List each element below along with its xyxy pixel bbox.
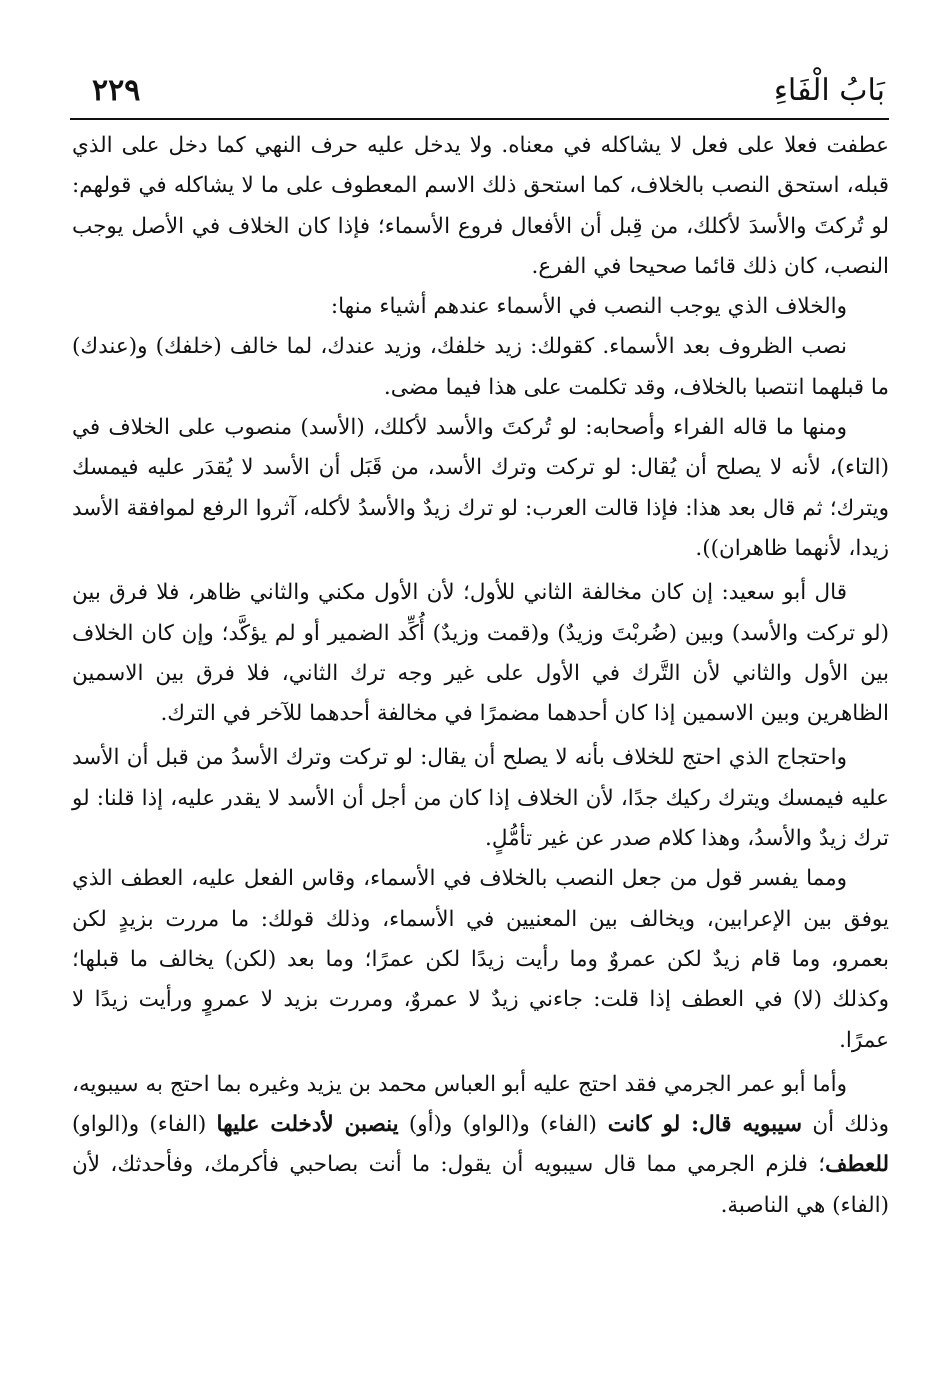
paragraph-text: (الفاء) و(الواو) و(أو)	[398, 1112, 597, 1138]
paragraph: ومنها ما قاله الفراء وأصحابه: لو تُركتَ والأسد لأكلك، (الأسد) منصوب على الخلاف في (التاء)، لأنه لا يصلح أن يُقال: لو تركت وترك الأسد، من قَبَل أن الأسد لا يُقدَر عليه فيمسك ويترك؛ ثم قال بعد هذا: فإذا قالت العرب: لو ترك زيدٌ والأسدُ لأكله، آثروا الرفع لموافقة الأسد زيدا، لأنهما ظاهران)).	[72, 415, 889, 561]
bold-phrase: سيبويه قال: لو كانت	[596, 1112, 803, 1138]
chapter-title: بَابُ الْفَاءِ	[773, 73, 885, 108]
page-header	[70, 40, 889, 118]
bold-phrase: للعطف	[825, 1152, 889, 1178]
paragraph-with-emphasis	[72, 1065, 889, 1226]
paragraph: ومما يفسر قول من جعل النصب بالخلاف في الأسماء، وقاس الفعل عليه، العطف الذي يوفق بين الإعرابين، ويخالف بين المعنيين في الأسماء، وذلك قولك: ما مررت بزيدٍ لكن بعمرو، وما قام زيدٌ لكن عمروٌ وما رأيت زيدًا لكن عمرًا؛ وما بعد (لكن) يخالف ما قبلها؛ وكذلك (لا) في العطف إذا قلت: جاءني زيدٌ لا عمروٌ، ومررت بزيد لا عمروٍ ورأيت زيدًا لا عمرًا.	[72, 866, 889, 1053]
page-number: ٢٢٩	[92, 73, 141, 108]
paragraph: واحتجاج الذي احتج للخلاف بأنه لا يصلح أن يقال: لو تركت وترك الأسدُ من قبل أن الأسد عليه فيمسك ويترك ركيك جدًا، لأن الخلاف إذا كان من أجل أن الأسد لا يقدر عليه، إذا قلنا: لو ترك زيدٌ والأسدُ، وهذا كلام صدر عن غير تأمُّلٍ.	[72, 745, 889, 852]
paragraph-text: وأما أبو عمر الجرمي فقد احتج عليه أبو العباس محمد بن يزيد وغيره بما احتج به سيبويه، وذلك أن	[72, 1071, 889, 1138]
paragraph-text: (الفاء) و(الواو)	[72, 1112, 217, 1138]
paragraph: والخلاف الذي يوجب النصب في الأسماء عندهم أشياء منها:	[330, 294, 847, 320]
bold-phrase: ينصبن لأدخلت عليها	[216, 1112, 399, 1138]
page-body	[72, 126, 889, 1226]
paragraph-text: ؛ فلزم الجرمي مما قال سيبويه أن يقول: ما أنت بصاحبي فأكرمك، وفأحدثك، لأن (الفاء) هي الناصبة.	[72, 1152, 889, 1218]
paragraph: نصب الظروف بعد الأسماء. كقولك: زيد خلفك، وزيد عندك، لما خالف (خلفك) و(عندك) ما قبلهما انتصبا بالخلاف، وقد تكلمت على هذا فيما مضى.	[72, 334, 889, 400]
paragraph: عطفت فعلا على فعل لا يشاكله في معناه. ولا يدخل عليه حرف النهي كما دخل على الذي قبله، استحق النصب بالخلاف، كما استحق ذلك الاسم المعطوف على ما لا يشاكله في قولهم: لو تُركتَ والأسدَ لأكلك، من قِبل أن الأفعال فروع الأسماء؛ فإذا كان الخلاف في الأصل يوجب النصب، كان ذلك قائما صحيحا في الفرع.	[72, 133, 889, 279]
paragraph: قال أبو سعيد: إن كان مخالفة الثاني للأول؛ لأن الأول مكني والثاني ظاهر، فلا فرق بين (لو تركت والأسد) وبين (ضُربْتَ وزيدٌ) و(قمت وزيدٌ) أُكِّد الضمير أو لم يؤكَّد؛ وإن كان الخلاف بين الأول والثاني لأن التَّرك في الأول على غير وجه ترك الثاني، فلا فرق بين الاسمين الظاهرين وبين الاسمين إذا كان أحدهما مضمرًا في مخالفة أحدهما للآخر في الترك.	[72, 580, 889, 727]
header-rule	[70, 118, 889, 120]
